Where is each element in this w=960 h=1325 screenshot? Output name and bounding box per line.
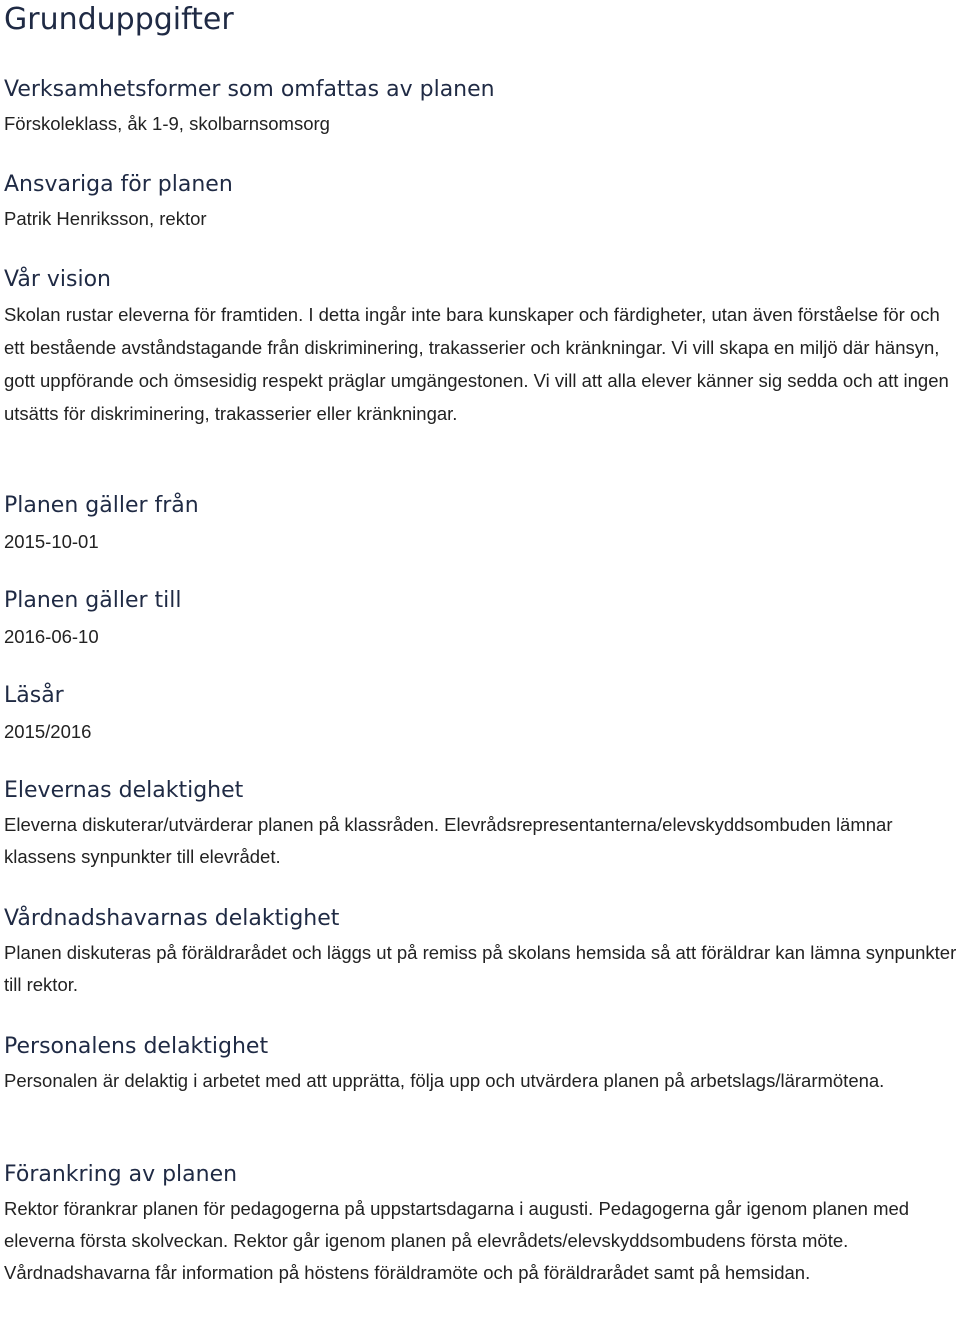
section-ansvariga [4,171,958,235]
section-heading: Planen gäller till [4,588,182,613]
section-vardnadshavarnas-delaktighet [4,905,958,1001]
section-heading: Förankring av planen [4,1162,238,1187]
section-heading: Läsår [4,683,64,708]
section-personalens-delaktighet [4,1033,958,1097]
section-elevernas-delaktighet [4,777,958,873]
section-heading: Personalens delaktighet [4,1034,269,1059]
section-forankring-av-planen [4,1161,958,1289]
section-text: 2015-10-01 [4,531,99,552]
section-planen-galler-till [4,587,958,653]
section-text: 2015/2016 [4,721,92,742]
section-var-vision [4,266,958,430]
section-text: Rektor förankrar planen för pedagogerna på uppstartsdagarna i augusti. Pedagogerna går igenom planen med eleverna första skolveckan. Rektor går igenom planen på elevrådets/elevskyddsombudens första möte. Vårdnadshavarna får information på höstens föräldramöte och på föräldrarådet samt på hemsidan. [4,1198,910,1283]
section-text: Personalen är delaktig i arbetet med att upprätta, följa upp och utvärdera planen på arbetslags/lärarmötena. [4,1070,885,1091]
section-text: Planen diskuteras på föräldrarådet och läggs ut på remiss på skolans hemsida så att föräldrar kan lämna synpunkter till rektor. [4,942,957,995]
section-heading: Vårdnadshavarnas delaktighet [4,906,340,931]
section-heading: Ansvariga för planen [4,172,233,197]
section-text: Förskoleklass, åk 1-9, skolbarnsomsorg [4,113,330,134]
page-title: Grunduppgifter [4,2,234,37]
section-text: Eleverna diskuterar/utvärderar planen på klassråden. Elevrådsrepresentanterna/elevskyddsombuden lämnar klassens synpunkter till elevrådet. [4,814,893,867]
section-planen-galler-fran [4,492,958,558]
section-lasar [4,682,958,748]
section-text: 2016-06-10 [4,626,99,647]
section-verksamhetsformer [4,76,958,140]
section-text: Patrik Henriksson, rektor [4,208,207,229]
section-heading: Verksamhetsformer som omfattas av planen [4,77,495,102]
section-text: Skolan rustar eleverna för framtiden. I detta ingår inte bara kunskaper och färdigheter, utan även förståelse för och ett bestående avståndstagande från diskriminering, trakasserier och kränkningar. Vi vill skapa en miljö där hänsyn, gott uppförande och ömsesidig respekt präglar umgängestonen. Vi vill att alla elever känner sig sedda och att ingen utsätts för diskriminering, trakasserier eller kränkningar. [4,304,949,424]
section-heading: Vår vision [4,267,111,292]
section-heading: Planen gäller från [4,493,199,518]
section-heading: Elevernas delaktighet [4,778,244,803]
